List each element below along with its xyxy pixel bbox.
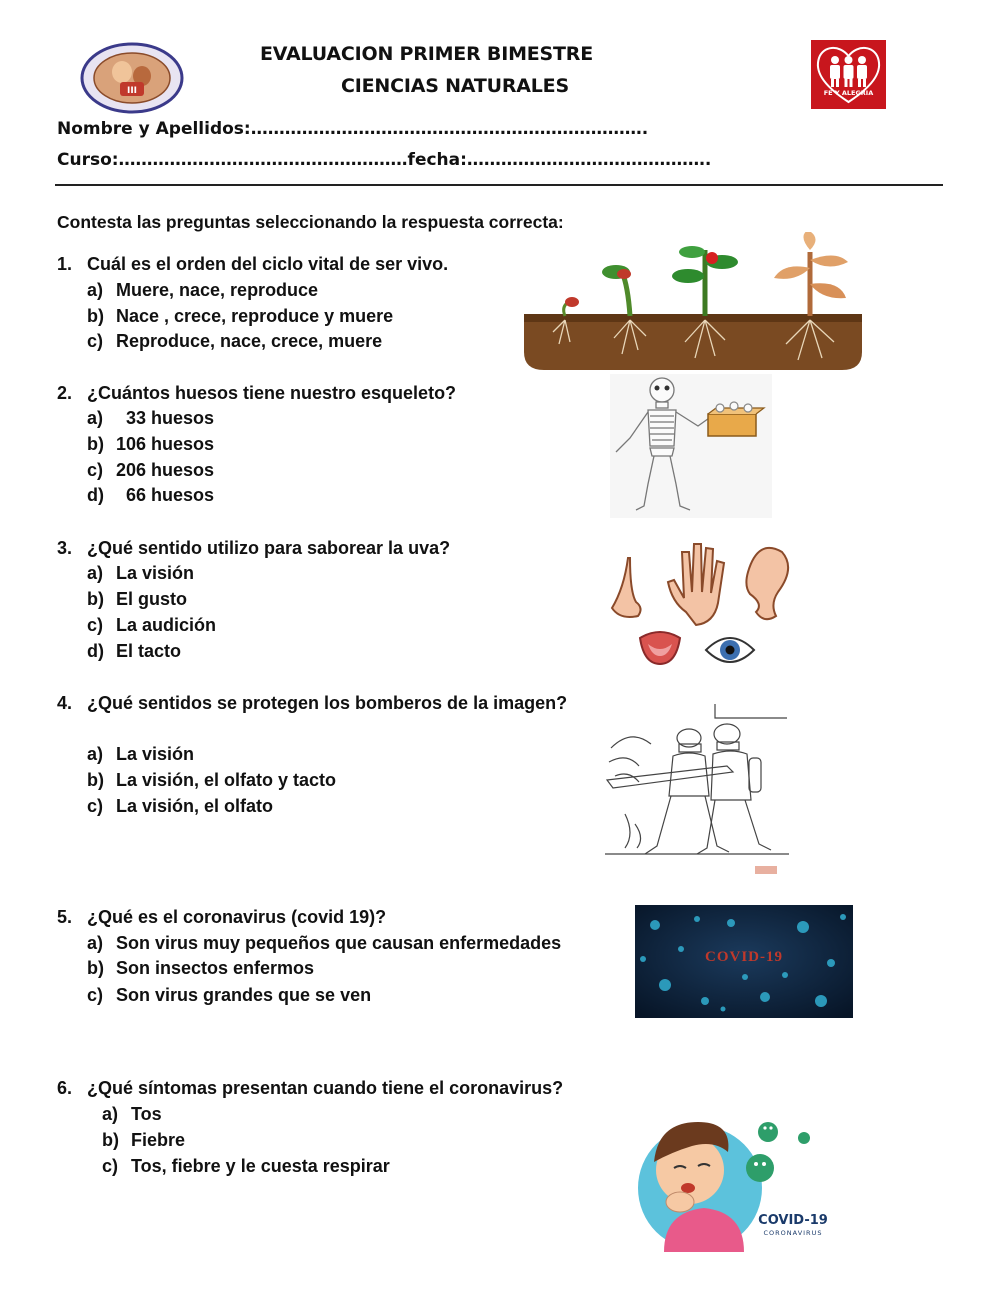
option-letter: a) [87,563,104,583]
five-senses-image [600,528,796,676]
question-number: 2. [57,383,73,403]
option-text: 33 huesos [116,408,215,428]
option-letter: c) [102,1156,119,1176]
course-date-field[interactable]: Curso:……………………………………………fecha:……………………………………. [57,150,712,170]
question-text: ¿Qué es el coronavirus (covid 19)? [87,907,387,927]
option-2c[interactable] [87,460,214,481]
header-divider [55,184,943,186]
option-letter: a) [87,408,104,428]
option-2a[interactable] [87,408,214,429]
option-4a[interactable] [87,744,194,765]
question-number: 6. [57,1078,73,1098]
option-text: 106 huesos [116,434,215,454]
option-3a[interactable] [87,563,194,584]
option-letter: b) [102,1130,119,1150]
question-number: 3. [57,538,73,558]
option-text: La visión, el olfato y tacto [116,770,337,790]
option-text: Tos, fiebre y le cuesta respirar [131,1156,390,1176]
option-text: Fiebre [131,1130,186,1150]
option-2b[interactable] [87,434,214,455]
school-logo [80,42,184,114]
option-text: Son virus grandes que se ven [116,985,372,1005]
firefighters-image [605,704,789,878]
option-3c[interactable] [87,615,216,636]
option-3d[interactable] [87,641,181,662]
option-6a[interactable] [102,1104,162,1125]
question-6 [57,1078,563,1099]
plant-life-cycle-image [520,232,866,374]
option-text: 206 huesos [116,460,215,480]
option-letter: b) [87,434,104,454]
option-letter: c) [87,796,104,816]
option-letter: b) [87,589,104,609]
question-number: 5. [57,907,73,927]
option-text: El tacto [116,641,182,661]
svg-text:III: III [126,86,138,96]
question-text: ¿Qué sentido utilizo para saborear la uva? [87,538,451,558]
option-text: Reproduce, nace, crece, muere [116,331,383,351]
option-letter: b) [87,770,104,790]
fe-alegria-logo [811,40,886,109]
option-1c[interactable] [87,331,382,352]
name-field[interactable]: Nombre y Apellidos:……………………………………………………………. [57,119,649,139]
option-4b[interactable] [87,770,336,791]
instructions: Contesta las preguntas seleccionando la respuesta correcta: [57,212,564,232]
option-letter: b) [87,306,104,326]
option-1b[interactable] [87,306,393,327]
option-letter: a) [87,280,104,300]
option-text: Son virus muy pequeños que causan enfermedades [116,933,562,953]
option-letter: c) [87,460,104,480]
option-text: La audición [116,615,217,635]
question-2 [57,383,456,404]
option-5b[interactable] [87,958,314,979]
option-6b[interactable] [102,1130,185,1151]
option-letter: c) [87,331,104,351]
question-3 [57,538,450,559]
option-5a[interactable] [87,933,561,954]
question-5 [57,907,386,928]
covid-banner-image [635,905,853,1018]
question-text: Cuál es el orden del ciclo vital de ser vivo. [87,254,449,274]
option-letter: d) [87,485,104,505]
option-letter: c) [87,985,104,1005]
option-letter: a) [102,1104,119,1124]
skeleton-image [610,374,772,518]
coronavirus-label: CORONAVIRUS [763,1229,823,1237]
sick-child-covid-image [628,1104,834,1252]
option-3b[interactable] [87,589,187,610]
option-text: Son insectos enfermos [116,958,315,978]
option-text: El gusto [116,589,187,609]
question-number: 1. [57,254,73,274]
question-text: ¿Qué sentidos se protegen los bomberos de la imagen? [87,693,568,713]
fe-alegria-logo-text: FE Y ALEGRIA [823,89,874,97]
option-5c[interactable] [87,985,371,1006]
question-number: 4. [57,693,73,713]
page-subtitle: CIENCIAS NATURALES [341,75,569,97]
option-4c[interactable] [87,796,273,817]
option-text: La visión, el olfato [116,796,274,816]
question-text: ¿Qué síntomas presentan cuando tiene el coronavirus? [87,1078,564,1098]
covid-banner-text: COVID-19 [705,949,783,965]
option-letter: a) [87,744,104,764]
option-text: Nace , crece, reproduce y muere [116,306,394,326]
option-letter: d) [87,641,104,661]
option-text: La visión [116,563,195,583]
option-1a[interactable] [87,280,318,301]
question-text: ¿Cuántos huesos tiene nuestro esqueleto? [87,383,457,403]
option-2d[interactable] [87,485,214,506]
option-text: 66 huesos [116,485,215,505]
option-letter: b) [87,958,104,978]
option-text: Tos [131,1104,162,1124]
option-letter: c) [87,615,104,635]
covid-label: COVID-19 [758,1213,828,1228]
question-4 [57,693,567,714]
option-text: Muere, nace, reproduce [116,280,319,300]
option-text: La visión [116,744,195,764]
option-6c[interactable] [102,1156,390,1177]
option-letter: a) [87,933,104,953]
question-1 [57,254,448,275]
page-title: EVALUACION PRIMER BIMESTRE [260,43,594,65]
